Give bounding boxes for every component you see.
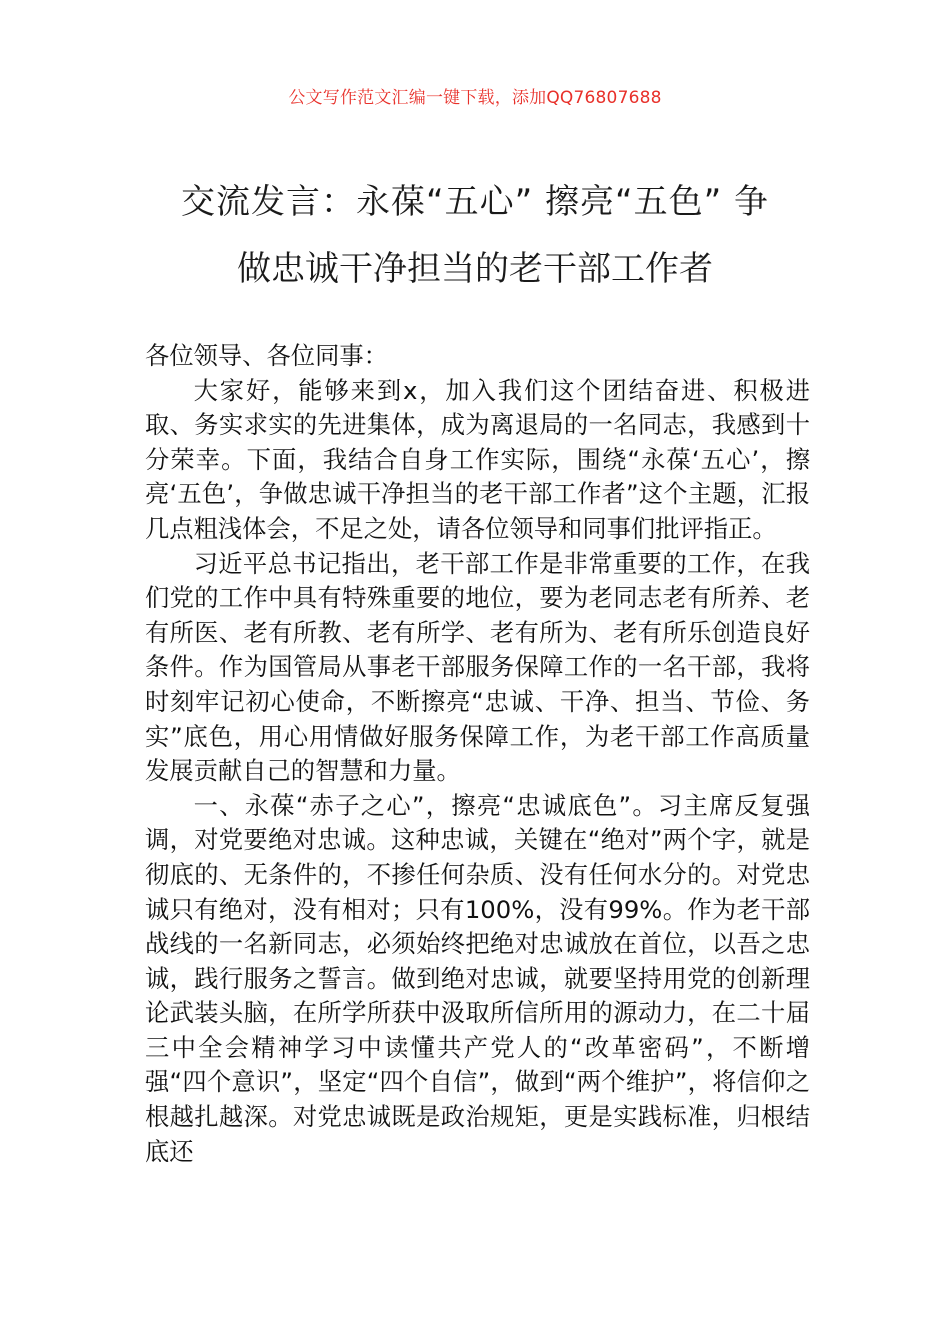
paragraph-introduction: 习近平总书记指出，老干部工作是非常重要的工作，在我们党的工作中具有特殊重要的地位，要为老同志老有所养、老有所医、老有所教、老有所学、老有所为、老有所乐创造良好条件。作为国管局从事老干部服务保障工作的一名干部，我将时刻牢记初心使命，不断擦亮“忠诚、干净、担当、节俭、务实”底色，用心用情做好服务保障工作，为老干部工作高质量发展贡献自己的智慧和力量。 (145, 548, 810, 786)
salutation: 各位领导、各位同事： (145, 341, 388, 370)
paragraph-section-one: 一、永葆“赤子之心”，擦亮“忠诚底色”。习主席反复强调，对党要绝对忠诚。这种忠诚，关键在“绝对”两个字，就是彻底的、无条件的，不掺任何杂质、没有任何水分的。对党忠诚只有绝对，没有相对；只有100%，没有99%。作为老干部战线的一名新同志，必须始终把绝对忠诚放在首位，以吾之忠诚，践行服务之誓言。做到绝对忠诚，就要坚持用党的创新理论武装头脑，在所学所获中汲取所信所用的源动力，在二十届三中全会精神学习中读懂共产党人的“改革密码”，不断增强“四个意识”，坚定“四个自信”，做到“两个维护”，将信仰之根越扎越深。对党忠诚既是政治规矩，更是实践标准，归根结底还 (145, 790, 810, 1166)
document-title-line-2: 做忠诚干净担当的老干部工作者 (237, 249, 713, 289)
document-body (145, 339, 810, 1169)
document-title-line-1: 交流发言：永葆“五心” 擦亮“五色” 争 (180, 182, 770, 222)
paragraph-greeting: 大家好，能够来到x，加入我们这个团结奋进、积极进取、务实求实的先进集体，成为离退局的一名同志，我感到十分荣幸。下面，我结合自身工作实际，围绕“永葆‘五心’，擦亮‘五色’，争做忠诚干净担当的老干部工作者”这个主题，汇报几点粗浅体会，不足之处，请各位领导和同事们批评指正。 (145, 375, 810, 543)
promo-banner: 公文写作范文汇编一键下载，添加QQ76807688 (288, 88, 662, 108)
